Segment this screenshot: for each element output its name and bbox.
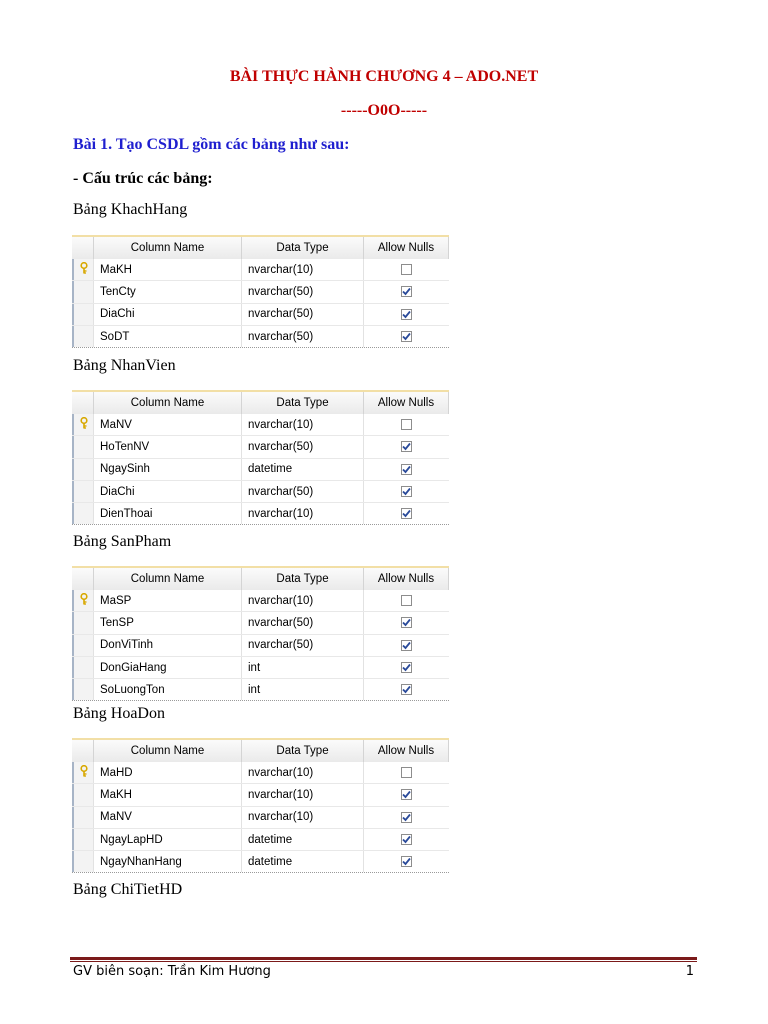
table-label-chitiethd: Bảng ChiTietHD <box>73 881 183 898</box>
column-name-cell[interactable]: MaHD <box>94 762 242 783</box>
column-name-header[interactable]: Column Name <box>94 392 242 414</box>
data-type-cell[interactable]: nvarchar(50) <box>242 635 364 656</box>
row-selector[interactable] <box>72 414 94 435</box>
allow-nulls-cell[interactable] <box>364 829 449 850</box>
table-sanpham-designer <box>72 566 449 701</box>
table-row[interactable] <box>72 459 449 481</box>
row-selector[interactable] <box>72 784 94 805</box>
grid-header <box>72 738 449 762</box>
checkbox-checked-icon[interactable] <box>401 508 412 519</box>
data-type-cell[interactable]: nvarchar(50) <box>242 436 364 457</box>
table-row[interactable] <box>72 762 449 784</box>
allow-nulls-header[interactable]: Allow Nulls <box>364 237 449 259</box>
table-row[interactable] <box>72 590 449 612</box>
column-name-cell[interactable]: HoTenNV <box>94 436 242 457</box>
data-type-cell[interactable]: nvarchar(50) <box>242 304 364 325</box>
data-type-cell[interactable]: nvarchar(10) <box>242 784 364 805</box>
data-type-cell[interactable]: nvarchar(50) <box>242 326 364 347</box>
checkbox-checked-icon[interactable] <box>401 331 412 342</box>
column-name-header[interactable]: Column Name <box>94 237 242 259</box>
row-selector[interactable] <box>72 459 94 480</box>
column-name-cell[interactable]: DiaChi <box>94 304 242 325</box>
row-selector-header <box>72 568 94 590</box>
data-type-cell[interactable]: nvarchar(50) <box>242 281 364 302</box>
table-label-khachhang: Bảng KhachHang <box>73 201 188 218</box>
table-nhanvien-designer <box>72 390 449 525</box>
grid-header <box>72 390 449 414</box>
data-type-cell[interactable]: nvarchar(50) <box>242 481 364 502</box>
allow-nulls-header[interactable]: Allow Nulls <box>364 740 449 762</box>
data-type-cell[interactable]: datetime <box>242 459 364 480</box>
exercise-heading: Bài 1. Tạo CSDL gồm các bảng như sau: <box>73 136 350 153</box>
key-icon-svg <box>79 262 89 274</box>
data-type-header[interactable]: Data Type <box>242 740 364 762</box>
allow-nulls-cell[interactable] <box>364 259 449 280</box>
column-name-cell[interactable]: NgayNhanHang <box>94 851 242 872</box>
data-type-cell[interactable]: int <box>242 657 364 678</box>
checkbox-checked-icon[interactable] <box>401 441 412 452</box>
row-selector[interactable] <box>72 829 94 850</box>
grid-header <box>72 566 449 590</box>
row-selector[interactable] <box>72 326 94 347</box>
data-type-header[interactable]: Data Type <box>242 392 364 414</box>
data-type-cell[interactable]: nvarchar(10) <box>242 414 364 435</box>
row-selector[interactable] <box>72 612 94 633</box>
table-row[interactable] <box>72 259 449 281</box>
column-name-cell[interactable]: MaNV <box>94 414 242 435</box>
table-row[interactable] <box>72 436 449 458</box>
row-selector-header <box>72 237 94 259</box>
column-name-cell[interactable]: TenSP <box>94 612 242 633</box>
row-selector[interactable] <box>72 481 94 502</box>
allow-nulls-cell[interactable] <box>364 762 449 783</box>
allow-nulls-cell[interactable] <box>364 326 449 347</box>
column-name-cell[interactable]: MaKH <box>94 259 242 280</box>
table-row[interactable] <box>72 829 449 851</box>
table-khachhang-designer <box>72 235 449 348</box>
data-type-cell[interactable]: nvarchar(10) <box>242 762 364 783</box>
allow-nulls-cell[interactable] <box>364 481 449 502</box>
column-name-cell[interactable]: DienThoai <box>94 503 242 524</box>
key-icon <box>79 262 89 277</box>
column-name-cell[interactable]: DonGiaHang <box>94 657 242 678</box>
table-row[interactable] <box>72 503 449 525</box>
data-type-cell[interactable]: nvarchar(10) <box>242 807 364 828</box>
allow-nulls-cell[interactable] <box>364 612 449 633</box>
data-type-cell[interactable]: nvarchar(10) <box>242 590 364 611</box>
checkbox-checked-icon[interactable] <box>401 789 412 800</box>
data-type-cell[interactable]: nvarchar(10) <box>242 503 364 524</box>
checkbox-checked-icon[interactable] <box>401 464 412 475</box>
key-icon-svg <box>79 765 89 777</box>
allow-nulls-cell[interactable] <box>364 807 449 828</box>
data-type-cell[interactable]: nvarchar(50) <box>242 612 364 633</box>
row-selector[interactable] <box>72 304 94 325</box>
table-row[interactable] <box>72 635 449 657</box>
footer-rule-thin <box>70 961 697 962</box>
checkbox-unchecked-icon[interactable] <box>401 767 412 778</box>
footer-rule <box>70 957 697 960</box>
column-name-cell[interactable]: TenCty <box>94 281 242 302</box>
allow-nulls-cell[interactable] <box>364 414 449 435</box>
row-selector[interactable] <box>72 259 94 280</box>
footer-author: GV biên soạn: Trần Kim Hương <box>73 964 271 979</box>
row-selector[interactable] <box>72 679 94 700</box>
allow-nulls-cell[interactable] <box>364 304 449 325</box>
checkbox-checked-icon[interactable] <box>401 286 412 297</box>
table-row[interactable] <box>72 851 449 873</box>
table-row[interactable] <box>72 612 449 634</box>
checkbox-checked-icon[interactable] <box>401 486 412 497</box>
key-icon-svg <box>79 417 89 429</box>
column-name-header[interactable]: Column Name <box>94 568 242 590</box>
checkbox-checked-icon[interactable] <box>401 309 412 320</box>
document-title: BÀI THỰC HÀNH CHƯƠNG 4 – ADO.NET <box>229 68 539 85</box>
column-name-cell[interactable]: NgaySinh <box>94 459 242 480</box>
column-name-cell[interactable]: NgayLapHD <box>94 829 242 850</box>
table-row[interactable] <box>72 679 449 701</box>
table-label-sanpham: Bảng SanPham <box>73 533 172 550</box>
allow-nulls-cell[interactable] <box>364 851 449 872</box>
row-selector[interactable] <box>72 503 94 524</box>
allow-nulls-cell[interactable] <box>364 635 449 656</box>
table-row[interactable] <box>72 657 449 679</box>
column-name-header[interactable]: Column Name <box>94 740 242 762</box>
row-selector[interactable] <box>72 635 94 656</box>
column-name-cell[interactable]: MaNV <box>94 807 242 828</box>
column-name-cell[interactable]: MaSP <box>94 590 242 611</box>
column-name-cell[interactable]: MaKH <box>94 784 242 805</box>
row-selector[interactable] <box>72 807 94 828</box>
checkbox-checked-icon[interactable] <box>401 856 412 867</box>
table-row[interactable] <box>72 304 449 326</box>
column-name-cell[interactable]: DiaChi <box>94 481 242 502</box>
row-selector[interactable] <box>72 657 94 678</box>
column-name-cell[interactable]: SoLuongTon <box>94 679 242 700</box>
key-icon <box>79 417 89 432</box>
allow-nulls-header[interactable]: Allow Nulls <box>364 392 449 414</box>
checkbox-checked-icon[interactable] <box>401 640 412 651</box>
checkbox-checked-icon[interactable] <box>401 617 412 628</box>
table-row[interactable] <box>72 326 449 348</box>
key-icon-svg <box>79 593 89 605</box>
allow-nulls-cell[interactable] <box>364 436 449 457</box>
row-selector-header <box>72 392 94 414</box>
row-selector[interactable] <box>72 281 94 302</box>
checkbox-unchecked-icon[interactable] <box>401 595 412 606</box>
column-name-cell[interactable]: SoDT <box>94 326 242 347</box>
table-row[interactable] <box>72 281 449 303</box>
allow-nulls-cell[interactable] <box>364 657 449 678</box>
data-type-cell[interactable]: int <box>242 679 364 700</box>
data-type-cell[interactable]: datetime <box>242 851 364 872</box>
row-selector[interactable] <box>72 590 94 611</box>
table-row[interactable] <box>72 784 449 806</box>
allow-nulls-cell[interactable] <box>364 459 449 480</box>
row-selector-header <box>72 740 94 762</box>
row-selector[interactable] <box>72 762 94 783</box>
allow-nulls-cell[interactable] <box>364 679 449 700</box>
data-type-header[interactable]: Data Type <box>242 237 364 259</box>
structure-heading: - Cấu trúc các bảng: <box>73 170 213 187</box>
data-type-header[interactable]: Data Type <box>242 568 364 590</box>
checkbox-unchecked-icon[interactable] <box>401 264 412 275</box>
allow-nulls-cell[interactable] <box>364 281 449 302</box>
data-type-cell[interactable]: datetime <box>242 829 364 850</box>
checkbox-checked-icon[interactable] <box>401 812 412 823</box>
table-row[interactable] <box>72 414 449 436</box>
allow-nulls-cell[interactable] <box>364 784 449 805</box>
data-type-cell[interactable]: nvarchar(10) <box>242 259 364 280</box>
allow-nulls-cell[interactable] <box>364 590 449 611</box>
column-name-cell[interactable]: DonViTinh <box>94 635 242 656</box>
row-selector[interactable] <box>72 436 94 457</box>
allow-nulls-cell[interactable] <box>364 503 449 524</box>
table-label-nhanvien: Bảng NhanVien <box>73 357 176 374</box>
document-subtitle: -----O0O----- <box>340 102 428 119</box>
key-icon <box>79 765 89 780</box>
table-row[interactable] <box>72 807 449 829</box>
table-label-hoadon: Bảng HoaDon <box>73 705 165 722</box>
checkbox-checked-icon[interactable] <box>401 834 412 845</box>
checkbox-checked-icon[interactable] <box>401 684 412 695</box>
table-hoadon-designer <box>72 738 449 873</box>
key-icon <box>79 593 89 608</box>
row-selector[interactable] <box>72 851 94 872</box>
table-row[interactable] <box>72 481 449 503</box>
checkbox-unchecked-icon[interactable] <box>401 419 412 430</box>
checkbox-checked-icon[interactable] <box>401 662 412 673</box>
grid-header <box>72 235 449 259</box>
page-number: 1 <box>685 964 694 979</box>
allow-nulls-header[interactable]: Allow Nulls <box>364 568 449 590</box>
